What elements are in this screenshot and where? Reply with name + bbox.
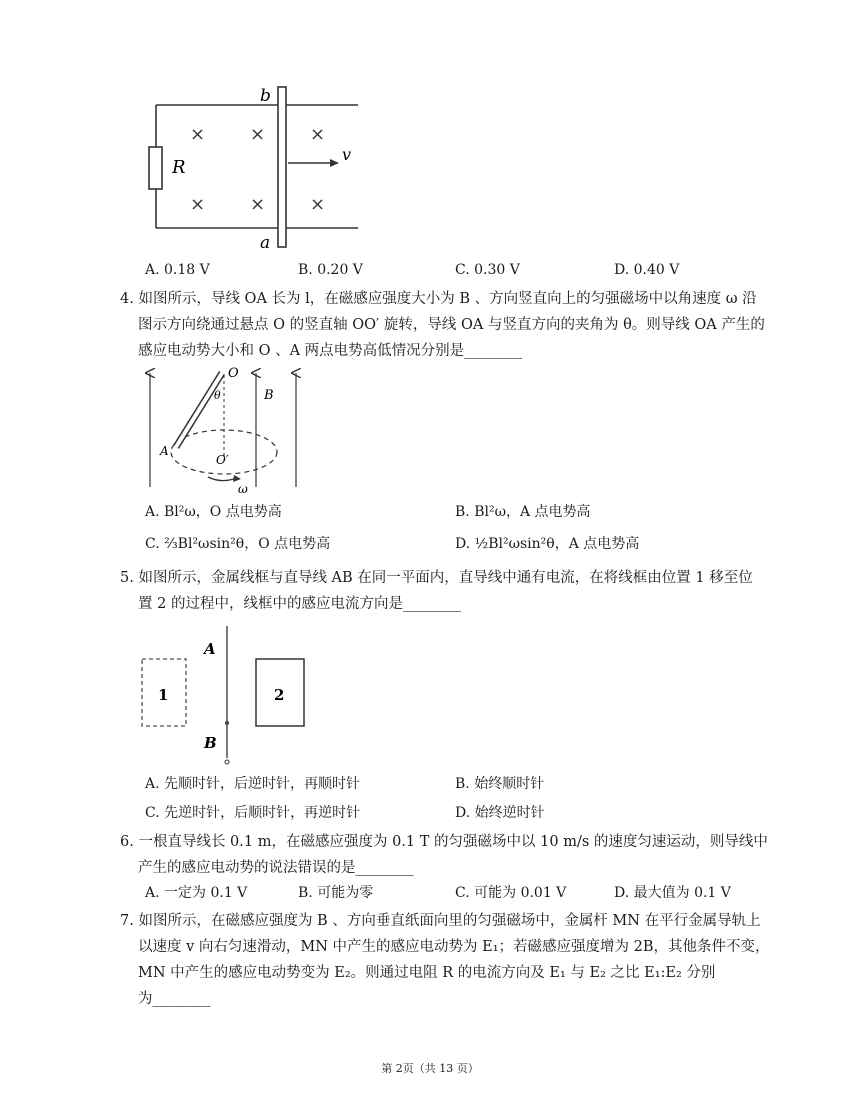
q5-frame-wire-figure	[138, 620, 328, 770]
field-cross: ×	[250, 124, 266, 145]
q4-stem-line-3: 感应电动势大小和 O 、A 两点电势高低情况分别是________	[138, 343, 523, 359]
q4-option-d[interactable]: D. ½Bl²ωsin²θ，A 点电势高	[455, 536, 640, 552]
q6-stem-line-1: 6. 一根直导线长 0.1 m，在磁感应强度为 0.1 T 的匀强磁场中以 10 m/s 的速度匀速运动，则导线中	[120, 834, 768, 850]
q5-option-a[interactable]: A. 先顺时针，后逆时针，再顺时针	[145, 776, 361, 792]
q3-option-a[interactable]: A. 0.18 V	[145, 262, 210, 278]
q4-label-omega: ω	[238, 482, 248, 496]
q5-label-B: B	[204, 734, 217, 752]
q7-stem-line-1: 7. 如图所示，在磁感应强度为 B 、方向垂直纸面向里的匀强磁场中，金属杆 MN 在平行金属导轨上	[120, 913, 761, 929]
q7-stem-line-3: MN 中产生的感应电动势变为 E₂。则通过电阻 R 的电流方向及 E₁ 与 E₂ 之比 E₁:E₂ 分别	[138, 965, 716, 981]
field-cross: ×	[190, 124, 206, 145]
q4-option-a[interactable]: A. Bl²ω，O 点电势高	[145, 504, 282, 520]
q3-option-c[interactable]: C. 0.30 V	[455, 262, 520, 278]
q4-label-O: O	[228, 366, 239, 381]
q6-option-c[interactable]: C. 可能为 0.01 V	[455, 885, 567, 901]
q4-option-b[interactable]: B. Bl²ω，A 点电势高	[455, 504, 591, 520]
q3-label-b: b	[260, 86, 271, 106]
q6-stem-line-2: 产生的感应电动势的说法错误的是________	[138, 860, 414, 876]
q4-option-c[interactable]: C. ⅔Bl²ωsin²θ，O 点电势高	[145, 536, 331, 552]
q3-option-b[interactable]: B. 0.20 V	[298, 262, 363, 278]
q5-stem-line-2: 置 2 的过程中，线框中的感应电流方向是________	[138, 596, 461, 612]
q4-label-B: B	[264, 388, 274, 403]
q5-option-b[interactable]: B. 始终顺时针	[455, 776, 545, 792]
page-footer: 第 2页（共 13 页）	[381, 1062, 479, 1075]
q4-label-Oprime: O′	[216, 453, 229, 467]
field-cross: ×	[310, 124, 326, 145]
q7-stem-line-4: 为________	[138, 991, 211, 1007]
q7-stem-line-2: 以速度 v 向右匀速滑动，MN 中产生的感应电动势为 E₁；若磁感应强度增为 2B，其他条件不变，	[138, 939, 770, 955]
q4-rotating-wire-figure	[138, 365, 313, 497]
q4-label-A: A	[160, 444, 169, 458]
q5-stem-line-1: 5. 如图所示，金属线框与直导线 AB 在同一平面内，直导线中通有电流，在将线框由位置 1 移至位	[120, 570, 753, 586]
q6-option-d[interactable]: D. 最大值为 0.1 V	[614, 885, 731, 901]
q4-stem-line-1: 4. 如图所示，导线 OA 长为 l，在磁感应强度大小为 B 、方向竖直向上的匀强磁场中以角速度 ω 沿	[120, 291, 757, 307]
q6-option-b[interactable]: B. 可能为零	[298, 885, 374, 901]
q4-label-theta: θ	[214, 389, 221, 402]
field-cross: ×	[190, 194, 206, 215]
q5-label-position-2: 2	[274, 686, 285, 704]
q5-option-d[interactable]: D. 始终逆时针	[455, 805, 545, 821]
q4-stem-line-2: 图示方向绕通过悬点 O 的竖直轴 OO′ 旋转，导线 OA 与竖直方向的夹角为 θ。则导线 OA 产生的	[138, 317, 765, 333]
q3-option-d[interactable]: D. 0.40 V	[614, 262, 680, 278]
q6-option-a[interactable]: A. 一定为 0.1 V	[145, 885, 248, 901]
q5-label-A: A	[204, 640, 216, 658]
q3-label-v: v	[342, 145, 352, 164]
q3-circuit-figure	[138, 85, 363, 257]
q5-option-c[interactable]: C. 先逆时针，后顺时针，再逆时针	[145, 805, 361, 821]
q3-label-a: a	[260, 233, 271, 253]
field-cross: ×	[310, 194, 326, 215]
q3-label-R: R	[172, 157, 186, 178]
field-cross: ×	[250, 194, 266, 215]
q5-label-position-1: 1	[158, 686, 169, 704]
